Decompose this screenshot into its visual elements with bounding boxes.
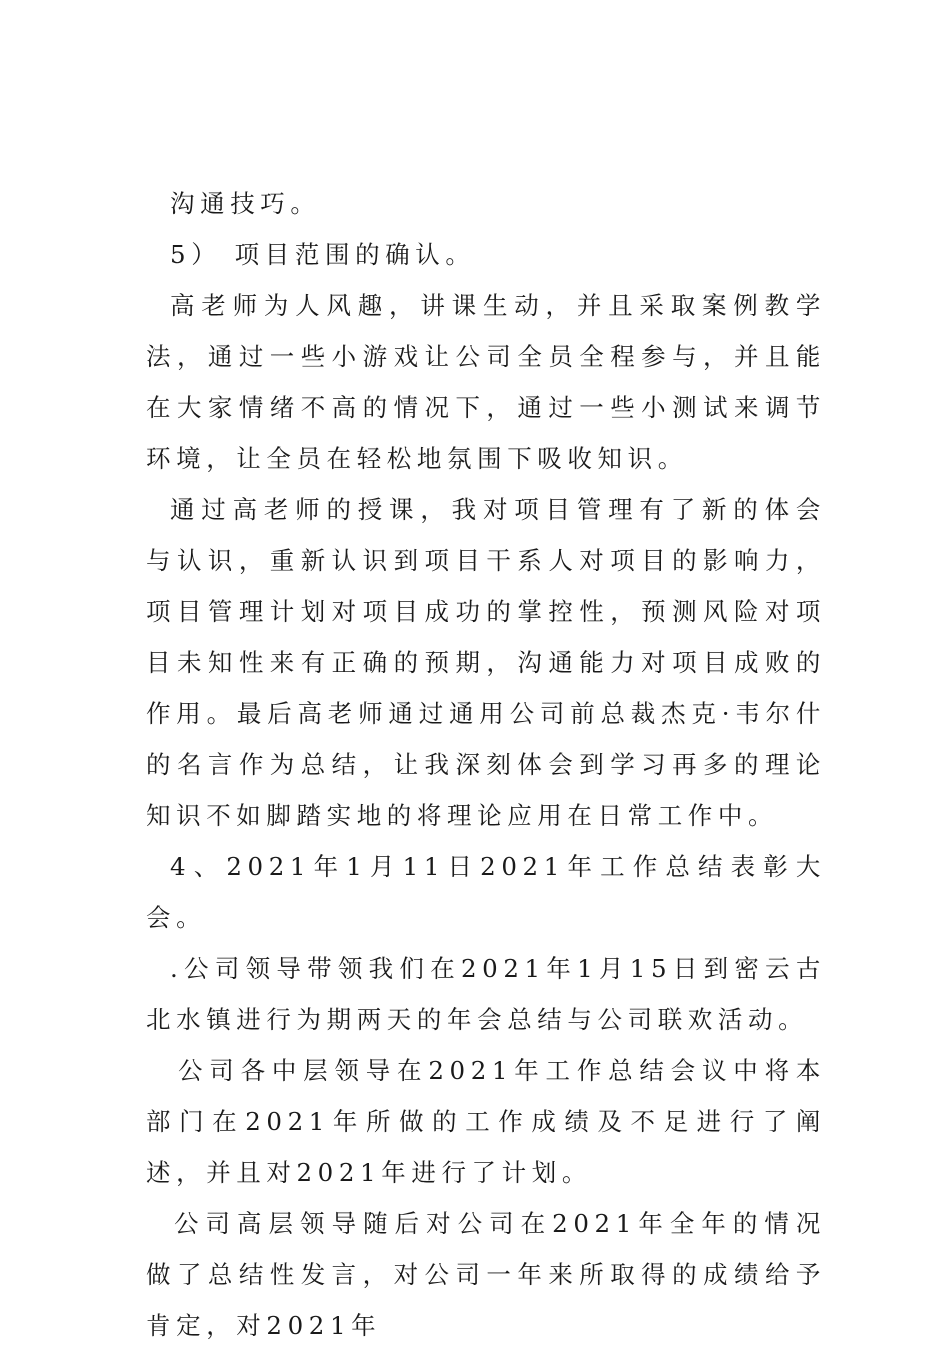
paragraph: 公司高层领导随后对公司在2021年全年的情况做了总结性发言，对公司一年来所取得的成绩给予肯定，对2021年 bbox=[146, 1209, 826, 1340]
paragraph: 高老师为人风趣，讲课生动，并且采取案例教学法，通过一些小游戏让公司全员全程参与，并且能在大家情绪不高的情况下，通过一些小测试来调节环境，让全员在轻松地氛围下吸收知识。 bbox=[146, 291, 826, 473]
paragraph: 4、2021年1月11日2021年工作总结表彰大会。 bbox=[146, 852, 826, 932]
paragraph: .公司领导带领我们在2021年1月15日到密云古北水镇进行为期两天的年会总结与公司联欢活动。 bbox=[146, 954, 826, 1034]
paragraph: 5） 项目范围的确认。 bbox=[170, 240, 476, 269]
paragraph: 通过高老师的授课，我对项目管理有了新的体会与认识，重新认识到项目干系人对项目的影响力，项目管理计划对项目成功的掌控性，预测风险对项目未知性来有正确的预期，沟通能力对项目成败的作用。最后高老师通过通用公司前总裁杰克·韦尔什的名言作为总结，让我深刻体会到学习再多的理论知识不如脚踏实地的将理论应用在日常工作中。 bbox=[146, 495, 826, 830]
paragraph: 公司各中层领导在2021年工作总结会议中将本部门在2021年所做的工作成绩及不足进行了阐述，并且对2021年进行了计划。 bbox=[146, 1056, 826, 1187]
document-body bbox=[146, 178, 826, 1351]
paragraph: 沟通技巧。 bbox=[170, 189, 321, 218]
